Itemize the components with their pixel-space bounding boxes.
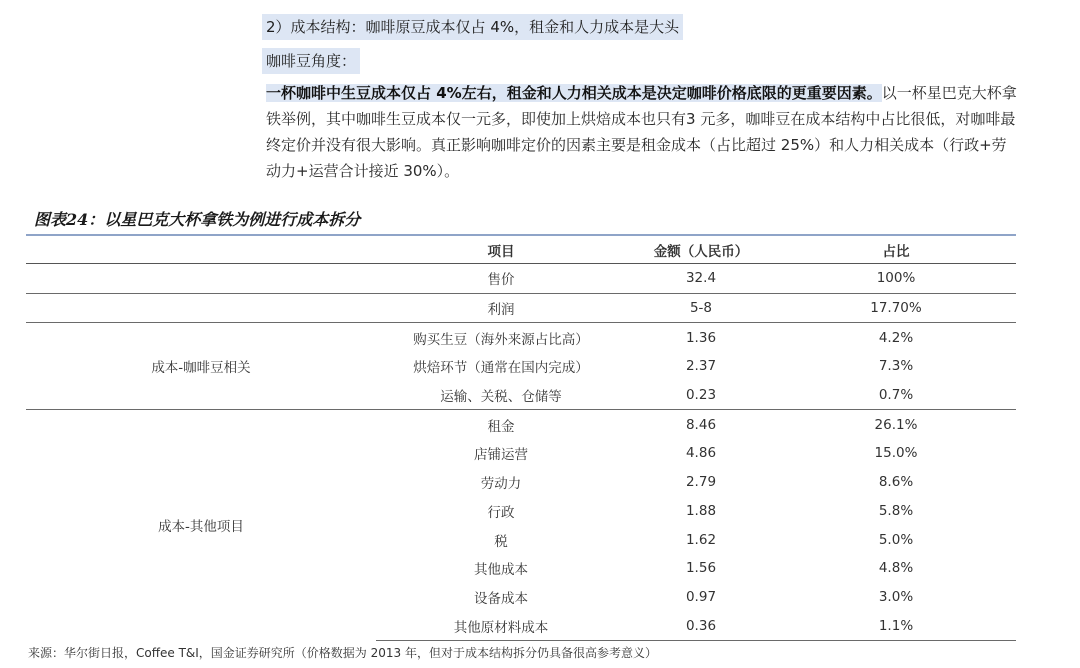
row-item: 售价	[487, 272, 515, 289]
row-amount: 0.36	[626, 611, 776, 640]
row-share: 3.0%	[878, 588, 914, 605]
row-share: 5.8%	[878, 502, 914, 519]
row-amount: 0.97	[685, 588, 717, 605]
header-amount: 金额（人民币）	[626, 235, 776, 264]
row-item: 店铺运营	[474, 447, 528, 464]
paragraph-bold-lead: 一杯咖啡中生豆成本仅占 4%左右，租金和人力相关成本是决定咖啡价格底限的更重要因素。	[266, 84, 882, 102]
row-item: 购买生豆（海外来源占比高）	[376, 323, 626, 352]
row-share: 4.8%	[878, 560, 914, 577]
row-amount: 4.86	[685, 445, 717, 462]
row-share: 8.6%	[878, 474, 914, 491]
row-amount: 1.36	[626, 323, 776, 352]
table-row	[26, 410, 1016, 439]
row-item: 劳动力	[480, 476, 522, 493]
header-share: 占比	[776, 235, 1016, 264]
row-share: 5.0%	[878, 531, 914, 548]
row-item: 设备成本	[474, 590, 528, 607]
figure-source-note: 来源：华尔街日报，Coffee T&I，国金证券研究所（价格数据为 2013 年，但对于成本结构拆分仍具备很高参考意义）	[28, 646, 657, 660]
row-amount: 2.37	[685, 358, 717, 375]
row-item: 利润	[376, 293, 626, 323]
group-label-coffee-bean: 成本-咖啡豆相关	[26, 323, 376, 410]
table-header-row	[26, 235, 1016, 264]
row-item: 运输、关税、仓储等	[440, 389, 562, 406]
row-item: 烘焙环节（通常在国内完成）	[413, 360, 589, 377]
row-item: 其他原材料成本	[376, 611, 626, 640]
row-share: 0.7%	[878, 387, 914, 404]
section-subheading: 咖啡豆角度：	[262, 48, 360, 74]
table-row-profit	[26, 293, 1016, 323]
row-share: 7.3%	[878, 358, 914, 375]
row-amount: 5-8	[626, 293, 776, 323]
row-item: 行政	[487, 504, 515, 521]
paragraph-text: 以一杯星巴克大杯拿铁举例，其中咖啡生豆成本仅一元多，即使加上烘焙成本也只有3 元多，咖啡豆在成本结构中占比很低，对咖啡最终定价并没有很大影响。真正影响咖啡定价的因素主要是租金成本（占比超过 25%）和人力相关成本（行政+劳动力+运营合计接近 30%）。	[266, 84, 1017, 180]
header-spacer	[26, 235, 376, 264]
row-share: 26.1%	[776, 410, 1016, 439]
section-paragraph	[262, 80, 1022, 184]
row-amount: 0.23	[685, 387, 717, 404]
row-amount: 32.4	[685, 270, 717, 287]
row-share: 4.2%	[776, 323, 1016, 352]
table-row-price	[26, 264, 1016, 294]
row-share: 17.70%	[776, 293, 1016, 323]
row-share: 1.1%	[776, 611, 1016, 640]
row-amount: 1.56	[685, 560, 717, 577]
row-amount: 8.46	[626, 410, 776, 439]
row-amount: 1.88	[685, 502, 717, 519]
row-item: 税	[494, 533, 508, 550]
row-share: 100%	[876, 270, 916, 287]
row-amount: 1.62	[685, 531, 717, 548]
table-row	[26, 323, 1016, 352]
row-amount: 2.79	[685, 474, 717, 491]
group-label-other-costs: 成本-其他项目	[26, 410, 376, 641]
row-share: 15.0%	[874, 445, 918, 462]
table-body	[26, 264, 1016, 641]
row-item: 其他成本	[474, 562, 528, 579]
figure-title: 图表24：以星巴克大杯拿铁为例进行成本拆分	[34, 210, 361, 229]
row-item: 租金	[376, 410, 626, 439]
section-heading: 2）成本结构：咖啡原豆成本仅占 4%，租金和人力成本是大头	[262, 14, 683, 40]
cost-breakdown-table	[26, 234, 1016, 641]
header-item: 项目	[376, 235, 626, 264]
